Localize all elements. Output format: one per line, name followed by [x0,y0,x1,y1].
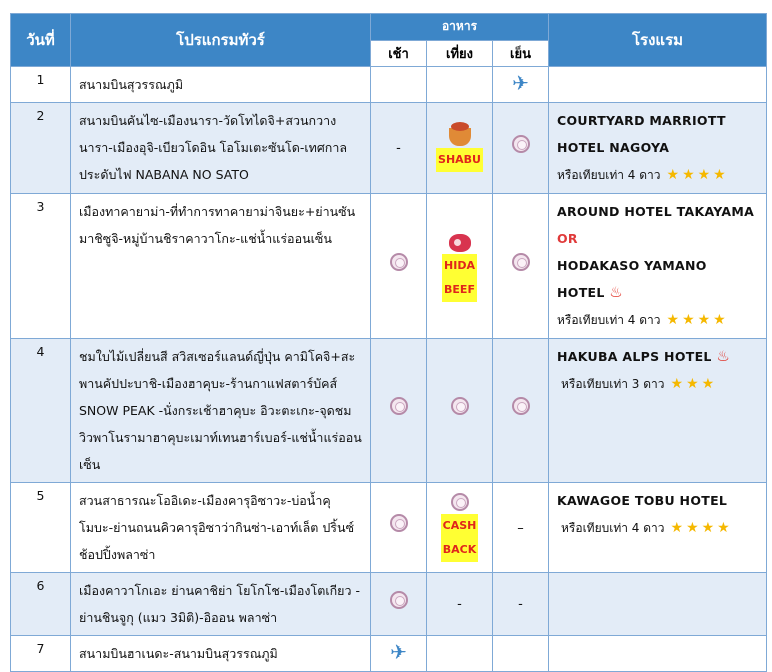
dinner-value: - [518,597,523,612]
day-number: 3 [11,194,71,339]
hotel-level: หรือเทียบเท่า 4 ดาว [557,168,661,182]
table-row [11,194,767,339]
breakfast-cell [371,103,427,194]
plate-icon [390,397,408,415]
hotel-cell [549,194,767,339]
header-lunch: เที่ยง [427,40,493,67]
header-breakfast: เช้า [371,40,427,67]
table-row [11,339,767,483]
day-number: 1 [11,67,71,103]
plate-icon [512,253,530,271]
dinner-cell [493,636,549,672]
plate-icon [390,514,408,532]
program-text: เมืองทาคายาม่า-ที่ทำการทาคายาม่าจินยะ+ย่านซันมาชิซูจิ-หมู่บ้านชิราคาวาโกะ-แช่น้ำแร่ออนเซ็น [71,194,371,339]
hotel-cell [549,339,767,483]
hotel-name: HAKUBA ALPS HOTEL [557,349,712,364]
itinerary-table-wrapper [10,13,766,672]
hotel-cell [549,573,767,636]
plate-icon [451,493,469,511]
hotel-cell [549,103,767,194]
day-number: 2 [11,103,71,194]
hotel-cell [549,483,767,573]
day-number: 6 [11,573,71,636]
plate-icon [390,591,408,609]
day-number: 5 [11,483,71,573]
meat-icon [449,234,471,252]
program-text: สนามบินสุวรรณภูมิ [71,67,371,103]
breakfast-cell [371,636,427,672]
breakfast-cell [371,67,427,103]
breakfast-cell [371,339,427,483]
plate-icon [451,397,469,415]
header-hotel: โรงแรม [549,14,767,67]
dinner-cell [493,573,549,636]
hot-spring-icon: ♨ [609,283,624,301]
program-text: สนามบินคันไซ-เมืองนารา-วัดโทไดจิ+สวนกวางนารา-เมืองอุจิ-เบียวโดอิน โอโมเตะซันโด-เทศกาลประดับไฟ NABANA NO SATO [71,103,371,194]
hotel-cell [549,636,767,672]
airplane-icon: ✈ [512,71,529,95]
hotel-name: KAWAGOE TOBU HOTEL [557,493,728,508]
breakfast-cell [371,194,427,339]
hotel-level: หรือเทียบเท่า 4 ดาว [561,521,665,535]
dinner-value: – [517,520,524,536]
lunch-label: SHABU [436,148,483,172]
lunch-cell [427,103,493,194]
table-row [11,67,767,103]
program-text: ชมใบไม้เปลี่ยนสี สวิสเซอร์แลนด์ญี่ปุ่น คามิโคจิ+สะพานคัปปะบาชิ-เมืองฮาคุบะ-ร้านกาแฟสตาร์บัคส์ SNOW PEAK -นั่งกระเช้าฮาคุบะ อิวะตะเกะ-จุดชมวิวพาโนรามาฮาคุบะเมาท์เทนฮาร์เบอร์-แช่น้ำแร่ออนเซ็น [71,339,371,483]
hotel-cell [549,67,767,103]
table-row [11,573,767,636]
program-text: สวนสาธารณะโออิเดะ-เมืองคารุอิซาวะ-บ่อน้ำคุโมบะ-ย่านถนนคิวคารุอิซาว่ากินซ่า-เอาท์เล็ต ปริ้นซ์ ช้อปปิ้งพลาซ่า [71,483,371,573]
table-row [11,103,767,194]
dinner-cell [493,67,549,103]
star-rating: ★★★★ [666,312,729,328]
breakfast-cell [371,573,427,636]
table-row [11,483,767,573]
hotel-level: หรือเทียบเท่า 4 ดาว [557,313,661,327]
lunch-cell [427,67,493,103]
lunch-cell [427,483,493,573]
star-rating: ★★★★ [666,167,729,183]
dinner-cell [493,339,549,483]
hotpot-icon [449,128,471,146]
hotel-or: OR [557,231,578,246]
header-food: อาหาร [371,14,549,41]
lunch-cell [427,194,493,339]
lunch-cell [427,636,493,672]
star-rating: ★★★ [670,376,718,392]
lunch-label-1: HIDA [442,254,477,278]
hotel-name-1: AROUND HOTEL TAKAYAMA [557,204,755,219]
lunch-label-2: BACK [441,538,479,562]
dinner-cell [493,103,549,194]
header-day: วันที่ [11,14,71,67]
dinner-cell [493,194,549,339]
hotel-name: COURTYARD MARRIOTT HOTEL NAGOYA [557,113,726,155]
header-program: โปรแกรมทัวร์ [71,14,371,67]
hotel-name-2: HODAKASO YAMANO [557,258,707,273]
plate-icon [390,253,408,271]
program-text: สนามบินฮาเนดะ-สนามบินสุวรรณภูมิ [71,636,371,672]
breakfast-cell [371,483,427,573]
dinner-cell [493,483,549,573]
itinerary-table [10,13,767,672]
lunch-cell [427,339,493,483]
airplane-icon: ✈ [390,640,407,664]
day-number: 7 [11,636,71,672]
hot-spring-icon: ♨ [716,347,731,365]
plate-icon [512,397,530,415]
lunch-label-1: CASH [441,514,479,538]
header-dinner: เย็น [493,40,549,67]
hotel-level: หรือเทียบเท่า 3 ดาว [561,377,665,391]
star-rating: ★★★★ [670,520,733,536]
lunch-value: - [457,597,462,612]
table-row [11,636,767,672]
plate-icon [512,135,530,153]
lunch-cell [427,573,493,636]
day-number: 4 [11,339,71,483]
program-text: เมืองคาวาโกเอะ ย่านคาชิย่า โยโกโช-เมืองโตเกียว - ย่านชินจูกุ (แมว 3มิติ)-อิออน พลาซ่า [71,573,371,636]
lunch-label-2: BEEF [442,278,477,302]
hotel-name-3: HOTEL [557,285,605,300]
breakfast-value: - [396,141,401,156]
